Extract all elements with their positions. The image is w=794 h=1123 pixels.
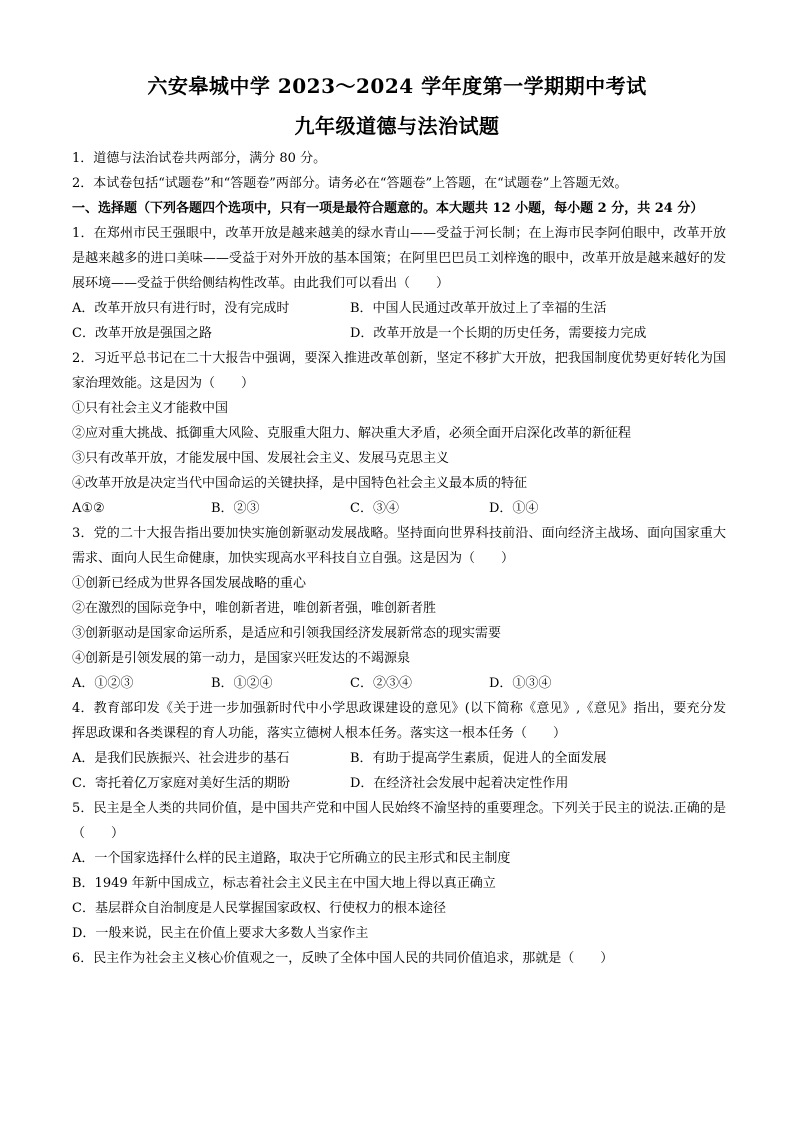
statement-1: ①只有社会主义才能救中国 — [72, 401, 229, 416]
statement-4: ④创新是引领发展的第一动力，是国家兴旺发达的不竭源泉 — [72, 651, 411, 666]
option-b: B．有助于提高学生素质，促进人的全面发展 — [350, 751, 607, 766]
option-b: B．①②④ — [211, 676, 273, 691]
question-stem: 6．民主作为社会主义核心价值观之一，反映了全体中国人民的共同价值追求，那就是（ ） — [72, 951, 614, 966]
option-list — [72, 296, 726, 346]
option-d: D．在经济社会发展中起着决定性作用 — [350, 776, 569, 791]
statement-1: ①创新已经成为世界各国发展战略的重心 — [72, 576, 307, 591]
question-4 — [72, 696, 726, 796]
question-3 — [72, 521, 726, 696]
section-heading: 一、选择题（下列各题四个选项中，只有一项是最符合题意的。本大题共 12 小题，每小题 2 分，共 24 分） — [72, 201, 704, 216]
option-d: D．①③④ — [489, 676, 552, 691]
exam-subtitle: 九年级道德与法治试题 — [294, 114, 500, 138]
statement-3: ③只有改革开放，才能发展中国、发展社会主义、发展马克思主义 — [72, 451, 450, 466]
option-a: A．一个国家选择什么样的民主道路，取决于它所确立的民主形式和民主制度 — [72, 851, 511, 866]
question-stem: 2．习近平总书记在二十大报告中强调，要深入推进改革创新，坚定不移扩大开放，把我国制度优势更好转化为国家治理效能。这是因为（ ） — [72, 351, 726, 391]
option-list — [72, 496, 726, 521]
question-stem: 3．党的二十大报告指出要加快实施创新驱动发展战略。坚持面向世界科技前沿、面向经济主战场、面向国家重大需求、面向人民生命健康，加快实现高水平科技自立自强。这是因为（ ） — [72, 526, 726, 566]
question-6 — [72, 946, 726, 971]
option-list — [72, 846, 726, 946]
question-stem: 1．在郑州市民王强眼中，改革开放是越来越美的绿水青山——受益于河长制；在上海市民李阿伯眼中，改革开放是越来越多的进口美味——受益于对外开放的基本国策；在阿里巴巴员工刘梓逸的眼中，改革开放是越来越好的发展环境——受益于供给侧结构性改革。由此我们可以看出（ ） — [72, 226, 726, 291]
option-a: A①② — [72, 501, 105, 516]
note-2: 2．本试卷包括“试题卷”和“答题卷”两部分。请务必在“答题卷”上答题，在“试题卷”上答题无效。 — [72, 176, 628, 191]
question-stem: 4．教育部印发《关于进一步加强新时代中小学思政课建设的意见》(以下简称《意见》,《意见》指出，要充分发挥思政课和各类课程的育人功能，落实立德树人根本任务。落实这一根本任务（ ） — [72, 701, 726, 741]
option-b: B．②③ — [211, 501, 260, 516]
exam-content — [72, 146, 726, 971]
statement-3: ③创新驱动是国家命运所系，是适应和引领我国经济发展新常态的现实需要 — [72, 626, 502, 641]
option-d: D．①④ — [489, 501, 539, 516]
option-c: C．基层群众自治制度是人民掌握国家政权、行使权力的根本途径 — [72, 901, 446, 916]
option-c: C．寄托着亿万家庭对美好生活的期盼 — [72, 776, 290, 791]
question-5 — [72, 796, 726, 946]
option-c: C．③④ — [350, 501, 399, 516]
option-d: D．改革开放是一个长期的历史任务，需要接力完成 — [350, 326, 647, 341]
note-1: 1．道德与法治试卷共两部分，满分 80 分。 — [72, 151, 327, 166]
option-list — [72, 746, 726, 796]
option-b: B．中国人民通过改革开放过上了幸福的生活 — [350, 301, 607, 316]
option-list — [72, 671, 726, 696]
question-1 — [72, 221, 726, 346]
option-a: A．①②③ — [72, 676, 134, 691]
option-d: D．一般来说，民主在价值上要求大多数人当家作主 — [72, 926, 369, 941]
option-b: B．1949 年新中国成立，标志着社会主义民主在中国大地上得以真正确立 — [72, 876, 496, 891]
statement-2: ②应对重大挑战、抵御重大风险、克服重大阻力、解决重大矛盾，必须全面开启深化改革的新征程 — [72, 426, 632, 441]
option-c: C．②③④ — [350, 676, 412, 691]
exam-title: 六安皋城中学 2023～2024 学年度第一学期期中考试 — [147, 74, 647, 98]
question-stem: 5．民主是全人类的共同价值，是中国共产党和中国人民始终不渝坚持的重要理念。下列关于民主的说法.正确的是（ ） — [72, 801, 726, 841]
statement-2: ②在激烈的国际竞争中，唯创新者进，唯创新者强，唯创新者胜 — [72, 601, 437, 616]
statement-4: ④改革开放是决定当代中国命运的关键抉择，是中国特色社会主义最本质的特征 — [72, 476, 528, 491]
option-a: A．改革开放只有进行时，没有完成时 — [72, 301, 290, 316]
option-a: A．是我们民族振兴、社会进步的基石 — [72, 751, 290, 766]
option-c: C．改革开放是强国之路 — [72, 326, 212, 341]
question-2 — [72, 346, 726, 521]
